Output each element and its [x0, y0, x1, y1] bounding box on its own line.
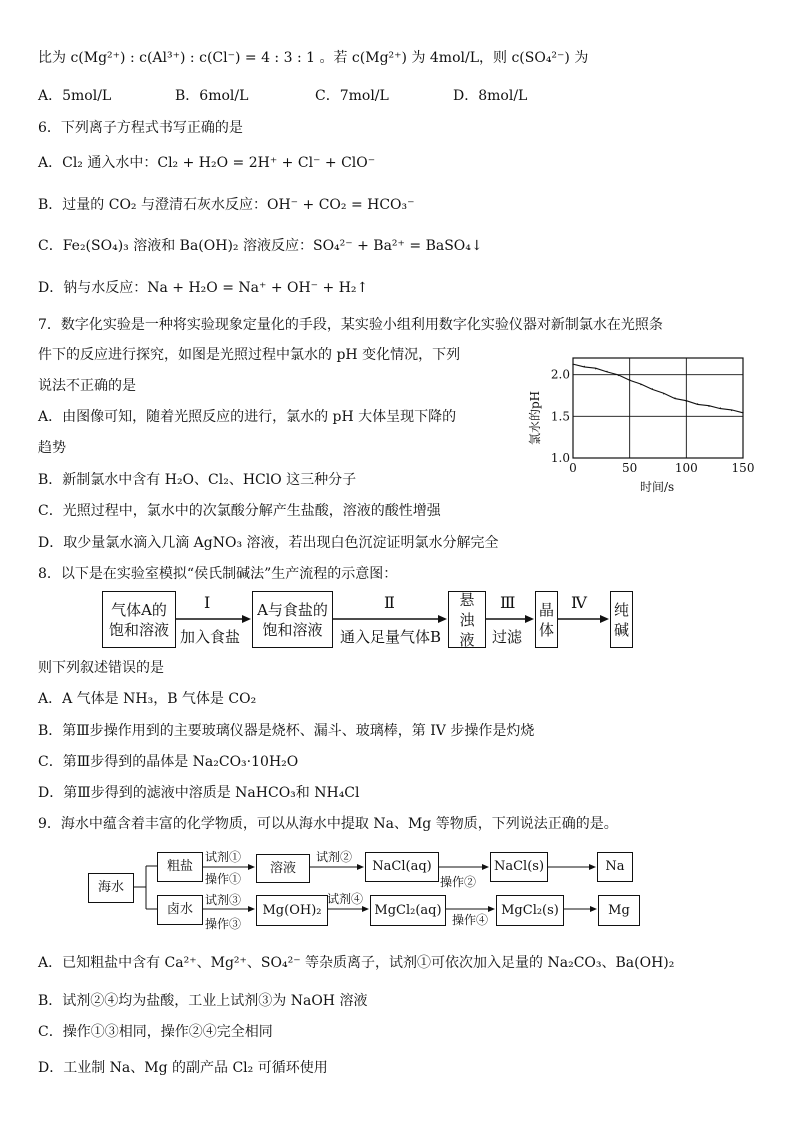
chart-point — [731, 410, 732, 411]
flow9-arrow-1-head — [248, 864, 255, 870]
chart-x-label: 时间/s — [640, 480, 675, 494]
chart-point — [595, 368, 596, 369]
q8-after-text: 则下列叙述错误的是 — [38, 660, 164, 676]
flow9-reagent-3: 试剂③ — [205, 893, 242, 907]
flow9-brine: 卤水 — [157, 895, 203, 925]
flow9-arrow-4-head — [589, 864, 596, 870]
chart-point — [606, 371, 607, 372]
chart-x-tick: 100 — [674, 461, 698, 475]
flow9-arrow-6-head — [362, 906, 369, 912]
flow9-arrow-3-head — [482, 864, 489, 870]
chart-point — [640, 384, 641, 385]
chart-point — [584, 366, 585, 367]
flow9-mgoh2: Mg(OH)₂ — [256, 895, 328, 926]
flow8-step-3-label: 过滤 — [492, 628, 523, 646]
q8-stem: 8．以下是在实验室模拟“侯氏制碱法”生产流程的示意图： — [38, 566, 398, 582]
flow8-step-1-label: 加入食盐 — [180, 628, 241, 646]
flow9-op-3: 操作③ — [205, 917, 242, 931]
chart-point — [652, 388, 653, 389]
flow8-step-4: Ⅳ — [571, 593, 587, 612]
flow9-reagent-4: 试剂④ — [327, 892, 364, 906]
flow8-arrow-1-head — [242, 615, 251, 623]
q7-option-a-line2: 趋势 — [38, 440, 66, 456]
flow8-box-5: 纯碱 — [610, 591, 633, 648]
q7-stem-line1: 7．数字化实验是一种将实验现象定量化的手段，某实验小组利用数字化实验仪器对新制氯水在光照条 — [38, 317, 663, 333]
flow8-arrow-2-head — [438, 615, 447, 623]
flow9-op-2: 操作② — [440, 875, 477, 889]
chart-point — [674, 397, 675, 398]
q8-option-c: C．第Ⅲ步得到的晶体是 Na₂CO₃·10H₂O — [38, 754, 299, 770]
chart-y-tick: 1.5 — [550, 409, 570, 424]
q8-option-d: D．第Ⅲ步得到的滤液中溶质是 NaHCO₃和 NH₄Cl — [38, 785, 360, 801]
chart-point — [686, 401, 687, 402]
flow9-arrow-5-head — [248, 906, 255, 912]
flow9-seawater: 海水 — [88, 873, 134, 903]
q9-option-c: C．操作①③相同，操作②④完全相同 — [38, 1024, 273, 1040]
flow9-mgcl2-aq: MgCl₂(aq) — [370, 895, 446, 926]
flow9-na: Na — [597, 852, 633, 882]
q6-option-a: A．Cl₂ 通入水中：Cl₂ + H₂O = 2H⁺ + Cl⁻ + ClO⁻ — [38, 155, 376, 171]
q7-stem-line2: 件下的反应进行探究，如图是光照过程中氯水的 pH 变化情况，下列 — [38, 347, 461, 363]
chart-point — [697, 403, 698, 404]
q7-option-a-line1: A．由图像可知，随着光照反应的进行，氯水的 pH 大体呈现下降的 — [38, 409, 457, 425]
q6-stem: 6．下列离子方程式书写正确的是 — [38, 120, 243, 136]
flow8-step-3: Ⅲ — [500, 593, 516, 612]
flow9-mg: Mg — [598, 895, 640, 926]
flow9-nacl-s: NaCl(s) — [490, 852, 548, 882]
flow8-step-1: Ⅰ — [204, 593, 211, 612]
flow9-solution: 溶液 — [256, 854, 310, 883]
q6-option-b: B．过量的 CO₂ 与澄清石灰水反应：OH⁻ + CO₂ = HCO₃⁻ — [38, 197, 415, 213]
flow9-crude-salt: 粗盐 — [157, 852, 203, 882]
chart-y-tick: 2.0 — [550, 367, 570, 382]
flow8-arrow-3-head — [525, 615, 534, 623]
chart-x-tick: 50 — [622, 461, 638, 475]
intro-line: 比为 c(Mg²⁺) : c(Al³⁺) : c(Cl⁻) = 4 : 3 : 1 。若 c(Mg²⁺) 为 4mol/L，则 c(SO₄²⁻) 为 — [38, 50, 589, 66]
q6-option-d: D．钠与水反应：Na + H₂O = Na⁺ + OH⁻ + H₂↑ — [38, 280, 369, 296]
flow9-reagent-1: 试剂① — [205, 850, 242, 864]
q5-option-a: A．5mol/L — [38, 88, 112, 104]
q8-option-b: B．第Ⅲ步操作用到的主要玻璃仪器是烧杯、漏斗、玻璃棒，第 IV 步操作是灼烧 — [38, 723, 535, 739]
flow9-arrow-7-head — [488, 906, 495, 912]
flow9-arrow-8-head — [590, 906, 597, 912]
flow8-box-4: 晶体 — [535, 591, 558, 648]
chart-y-tick: 1.0 — [550, 451, 570, 465]
q6-option-c: C．Fe₂(SO₄)₃ 溶液和 Ba(OH)₂ 溶液反应：SO₄²⁻ + Ba²⁺ = BaSO₄↓ — [38, 238, 483, 254]
q9-stem: 9．海水中蕴含着丰富的化学物质，可以从海水中提取 Na、Mg 等物质，下列说法正确的是。 — [38, 816, 618, 832]
q5-option-c: C．7mol/L — [315, 88, 389, 104]
q9-option-a: A．已知粗盐中含有 Ca²⁺、Mg²⁺、SO₄²⁻ 等杂质离子，试剂①可依次加入足量的 Na₂CO₃、Ba(OH)₂ — [38, 955, 675, 971]
q5-option-d: D．8mol/L — [453, 88, 528, 104]
flow9-op-4: 操作④ — [452, 913, 489, 927]
chart-point — [618, 375, 619, 376]
q8-option-a: A．A 气体是 NH₃，B 气体是 CO₂ — [38, 691, 257, 707]
q9-option-b: B．试剂②④均为盐酸，工业上试剂③为 NaOH 溶液 — [38, 993, 368, 1009]
chart-point — [720, 407, 721, 408]
flow9-arrow-2-head — [357, 864, 364, 870]
flow9-op-1: 操作① — [205, 872, 242, 886]
flow9-mgcl2-s: MgCl₂(s) — [496, 895, 564, 926]
q9-option-d: D．工业制 Na、Mg 的副产品 Cl₂ 可循环使用 — [38, 1060, 328, 1076]
chart-series-line-0 — [573, 364, 743, 413]
chart-point — [629, 379, 630, 380]
chart-x-tick: 150 — [731, 461, 755, 475]
chart-x-tick: 0 — [569, 461, 577, 475]
flow8-step-2-label: 通入足量气体B — [340, 628, 442, 646]
flow8-arrow-4-head — [600, 615, 609, 623]
q7-option-b: B．新制氯水中含有 H₂O、Cl₂、HClO 这三种分子 — [38, 472, 357, 488]
chart-point — [572, 364, 573, 365]
q7-stem-line3: 说法不正确的是 — [38, 378, 136, 394]
q7-option-c: C．光照过程中，氯水中的次氯酸分解产生盐酸，溶液的酸性增强 — [38, 503, 441, 519]
chart-point — [663, 393, 664, 394]
flow8-box-2: A与食盐的饱和溶液 — [252, 591, 333, 648]
flow8-box-3: 悬浊液 — [448, 591, 486, 648]
q5-option-b: B．6mol/L — [175, 88, 249, 104]
flow9-reagent-2: 试剂② — [316, 850, 353, 864]
chart-point — [708, 406, 709, 407]
flow9-nacl-aq: NaCl(aq) — [365, 852, 439, 882]
q7-option-d: D．取少量氯水滴入几滴 AgNO₃ 溶液，若出现白色沉淀证明氯水分解完全 — [38, 535, 499, 551]
chart-point — [742, 412, 743, 413]
flow8-box-1: 气体A的饱和溶液 — [102, 591, 176, 648]
flow8-step-2: Ⅱ — [384, 593, 395, 612]
chart-y-label: 氯水的pH — [528, 390, 542, 445]
